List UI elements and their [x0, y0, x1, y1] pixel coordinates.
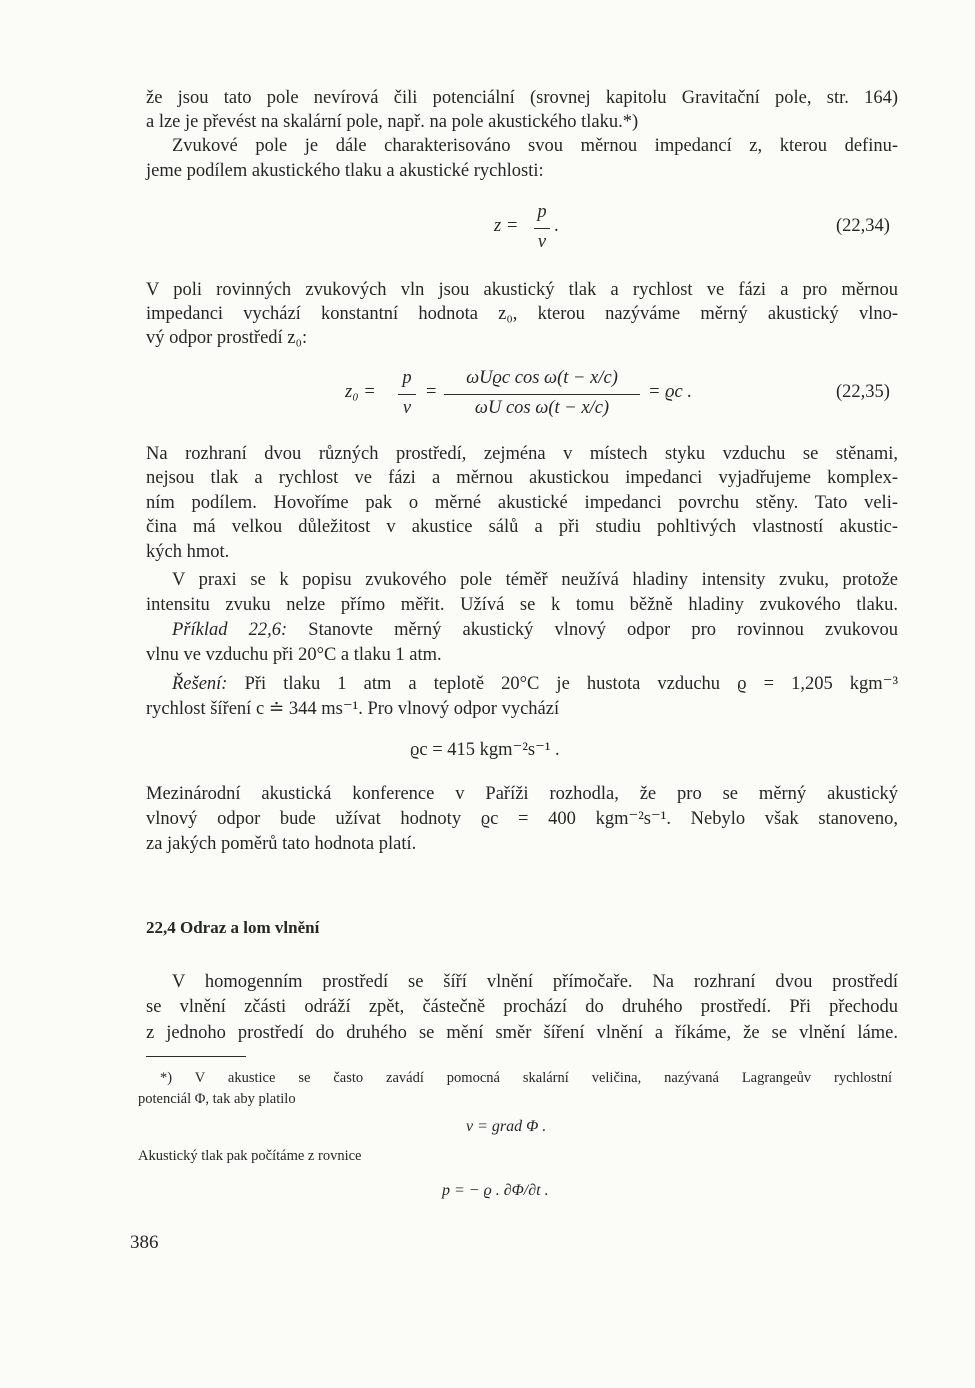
- footnote-line2: potenciál Φ, tak aby platilo: [138, 1091, 296, 1107]
- eq-22-34-denominator: v: [537, 232, 547, 252]
- para1-line1: že jsou tato pole nevírová čili potenciální (srovnej kapitolu Gravitační pole, str. 164): [146, 88, 898, 108]
- eq-22-35-frac2-num: ωUϱc cos ω(t − x/c): [466, 368, 618, 388]
- eq-22-35-number: (22,35): [836, 382, 890, 402]
- footnote-line1: *) V akustice se často zavádí pomocná skalární veličina, nazývaná Lagrangeův rychlostní: [160, 1070, 892, 1086]
- eq-22-35-frac2-bar: [444, 394, 640, 395]
- para5-line2: intensitu zvuku nelze přímo měřit. Užívá se k tomu běžně hladiny zvukového tlaku.: [146, 595, 898, 615]
- example-line1: [172, 618, 898, 642]
- eq-22-35-frac1-den: v: [402, 398, 412, 418]
- para4-line4: čina má velkou důležitost v akustice sálů a při studiu pohltivých vlastností akustic-: [146, 517, 898, 537]
- eq-22-35-equals: =: [426, 382, 437, 402]
- para6-line3: za jakých poměrů tato hodnota platí.: [146, 834, 417, 854]
- para3-line2: impedanci vychází konstantní hodnota z₀, kterou nazýváme měrný akustický vlno-: [146, 304, 898, 324]
- footnote-rule: [146, 1056, 246, 1057]
- eq-22-35-frac1-bar: [398, 394, 416, 395]
- para4-line3: ním podílem. Hovoříme pak o měrné akustické impedanci povrchu stěny. Tato veli-: [146, 493, 898, 513]
- para2-line2: jeme podílem akustického tlaku a akustické rychlosti:: [146, 161, 544, 181]
- para3-line3: vý odpor prostředí z₀:: [146, 328, 308, 348]
- para6-line1: Mezinárodní akustická konference v Paříži rozhodla, že pro se měrný akustický: [146, 784, 898, 804]
- section-line3: z jednoho prostředí do druhého se mění směr šíření vlnění a říkáme, že se vlnění láme.: [146, 1023, 898, 1043]
- eq-22-35-lhs: z₀ =: [345, 382, 376, 402]
- para4-line1: Na rozhraní dvou různých prostředí, zejména v místech styku vzduchu se stěnami,: [146, 444, 898, 464]
- solution-line2: rychlost šíření c ≐ 344 ms⁻¹. Pro vlnový odpor vychází: [146, 699, 560, 719]
- eq-22-34-tail: .: [554, 216, 559, 236]
- example-text: Stanovte měrný akustický vlnový odpor pro rovinnou zvukovou: [308, 620, 898, 640]
- eq-22-34-lhs: z =: [494, 216, 519, 236]
- solution-text: Při tlaku 1 atm a teplotě 20°C je hustota vzduchu ϱ = 1,205 kgm⁻³: [244, 674, 899, 694]
- example-line2: vlnu ve vzduchu při 20°C a tlaku 1 atm.: [146, 645, 442, 665]
- solution-equation: ϱc = 415 kgm⁻²s⁻¹ .: [410, 740, 560, 760]
- eq-22-35-rhs: = ϱc .: [648, 382, 692, 402]
- para3-line1: V poli rovinných zvukových vln jsou akustický tlak a rychlost ve fázi a pro měrnou: [146, 280, 898, 300]
- para4-line5: kých hmot.: [146, 542, 230, 562]
- solution-label: Řešení:: [172, 674, 228, 694]
- eq-22-34-numerator: p: [537, 202, 547, 222]
- footnote-eq1: v = grad Φ .: [466, 1118, 547, 1135]
- section-line1: V homogenním prostředí se šíří vlnění přímočaře. Na rozhraní dvou prostředí: [172, 972, 898, 992]
- section-line2: se vlnění zčásti odráží zpět, částečně prochází do druhého prostředí. Při přechodu: [146, 997, 898, 1017]
- eq-22-34-fraction-bar: [534, 228, 550, 229]
- example-label: Příklad 22,6:: [172, 620, 288, 640]
- footnote-line3: Akustický tlak pak počítáme z rovnice: [138, 1148, 362, 1164]
- eq-22-35-frac1-num: p: [402, 368, 412, 388]
- para2-line1: Zvukové pole je dále charakterisováno svou měrnou impedancí z, kterou definu-: [172, 136, 898, 156]
- solution-line1: [172, 672, 898, 696]
- section-heading: 22,4 Odraz a lom vlnění: [146, 918, 320, 937]
- para6-line2: vlnový odpor bude užívat hodnoty ϱc = 400 kgm⁻²s⁻¹. Nebylo však stanoveno,: [146, 809, 898, 829]
- para5-line1: V praxi se k popisu zvukového pole téměř neužívá hladiny intensity zvuku, protože: [172, 570, 898, 590]
- para1-line2: a lze je převést na skalární pole, např. na pole akustického tlaku.*): [146, 112, 639, 132]
- para4-line2: nejsou tlak a rychlost ve fázi a měrnou akustickou impedanci vyjadřujeme komplex-: [146, 468, 898, 488]
- eq-22-34-number: (22,34): [836, 216, 890, 236]
- footnote-eq2: p = − ϱ . ∂Φ/∂t .: [442, 1182, 549, 1199]
- page-number: 386: [130, 1232, 159, 1253]
- eq-22-35-frac2-den: ωU cos ω(t − x/c): [474, 398, 610, 418]
